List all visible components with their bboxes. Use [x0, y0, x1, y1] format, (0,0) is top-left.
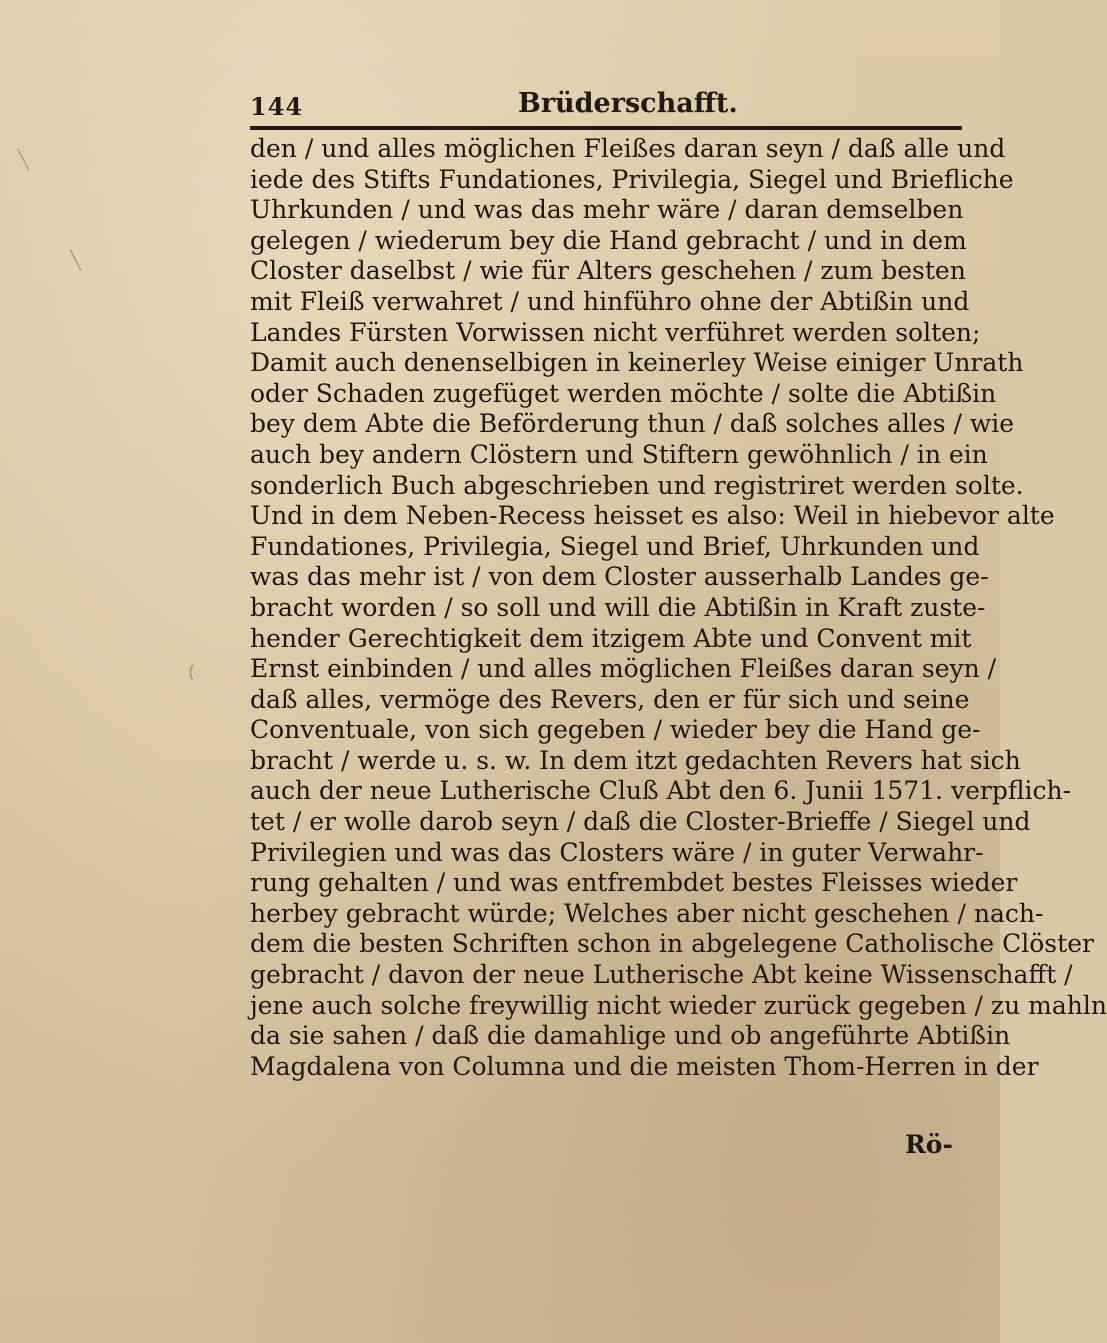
text-line: herbey gebracht würde; Welches aber nicht geschehen / nach-: [250, 898, 1044, 928]
margin-mark-icon: ╲: [70, 250, 81, 271]
margin-mark-icon: ╲: [18, 150, 29, 171]
text-line: iede des Stifts Fundationes, Privilegia, Siegel und Briefliche: [250, 164, 1014, 194]
text-line: rung gehalten / und was entfrembdet bestes Fleisses wieder: [250, 868, 1018, 898]
text-line: bracht worden / so soll und will die Abtißin in Kraft zuste-: [250, 592, 986, 622]
text-line: Uhrkunden / und was das mehr wäre / daran demselben: [250, 195, 964, 225]
text-line: Conventuale, von sich gegeben / wieder bey die Hand ge-: [250, 715, 981, 745]
text-line: gelegen / wiederum bey die Hand gebracht / und in dem: [250, 225, 967, 255]
text-line: da sie sahen / daß die damahlige und ob angeführte Abtißin: [250, 1021, 1011, 1051]
text-line: dem die besten Schriften schon in abgelegene Catholische Clöster: [250, 929, 1094, 959]
text-line: auch bey andern Clöstern und Stiftern gewöhnlich / in ein: [250, 439, 988, 469]
running-head: Brüderschafft.: [518, 88, 738, 119]
text-line: Und in dem Neben-Recess heisset es also: Weil in hiebevor alte: [250, 501, 1055, 531]
text-line: Magdalena von Columna und die meisten Thom-Herren in der: [250, 1051, 1039, 1081]
catchword: Rö-: [905, 1130, 953, 1159]
text-line: bracht / werde u. s. w. In dem itzt gedachten Revers hat sich: [250, 745, 1021, 775]
text-line: Fundationes, Privilegia, Siegel und Brief, Uhrkunden und: [250, 531, 980, 561]
text-line: Privilegien und was das Closters wäre / in guter Verwahr-: [250, 837, 984, 867]
text-line: bey dem Abte die Beförderung thun / daß solches alles / wie: [250, 409, 1015, 439]
text-line: Ernst einbinden / und alles möglichen Fleißes daran seyn /: [250, 654, 997, 684]
page-header: [250, 88, 970, 128]
header-rule: [250, 126, 962, 130]
text-line: oder Schaden zugefüget werden möchte / solte die Abtißin: [250, 378, 997, 408]
text-line: sonderlich Buch abgeschrieben und registriret werden solte.: [250, 470, 1024, 500]
text-line: auch der neue Lutherische Cluß Abt den 6. Junii 1571. verpflich-: [250, 776, 1072, 806]
body-text: [250, 134, 1107, 1082]
text-line: mit Fleiß verwahret / und hinführo ohne der Abtißin und: [250, 286, 970, 316]
text-line: jene auch solche freywillig nicht wieder zurück gegeben / zu mahln: [250, 990, 1107, 1020]
text-line: den / und alles möglichen Fleißes daran seyn / daß alle und: [250, 134, 1006, 163]
margin-mark-icon: (: [188, 662, 196, 683]
text-line: Damit auch denenselbigen in keinerley Weise einiger Unrath: [250, 348, 1024, 378]
page-number: 144: [250, 92, 304, 121]
text-line: gebracht / davon der neue Lutherische Abt keine Wissenschafft /: [250, 960, 1073, 990]
text-line: hender Gerechtigkeit dem itzigem Abte und Convent mit: [250, 623, 972, 653]
text-line: tet / er wolle darob seyn / daß die Closter-Brieffe / Siegel und: [250, 807, 1031, 837]
text-line: Landes Fürsten Vorwissen nicht verführet werden solten;: [250, 317, 981, 347]
text-line: was das mehr ist / von dem Closter ausserhalb Landes ge-: [250, 562, 989, 592]
text-line: daß alles, vermöge des Revers, den er für sich und seine: [250, 684, 970, 714]
text-line: Closter daselbst / wie für Alters geschehen / zum besten: [250, 256, 966, 286]
